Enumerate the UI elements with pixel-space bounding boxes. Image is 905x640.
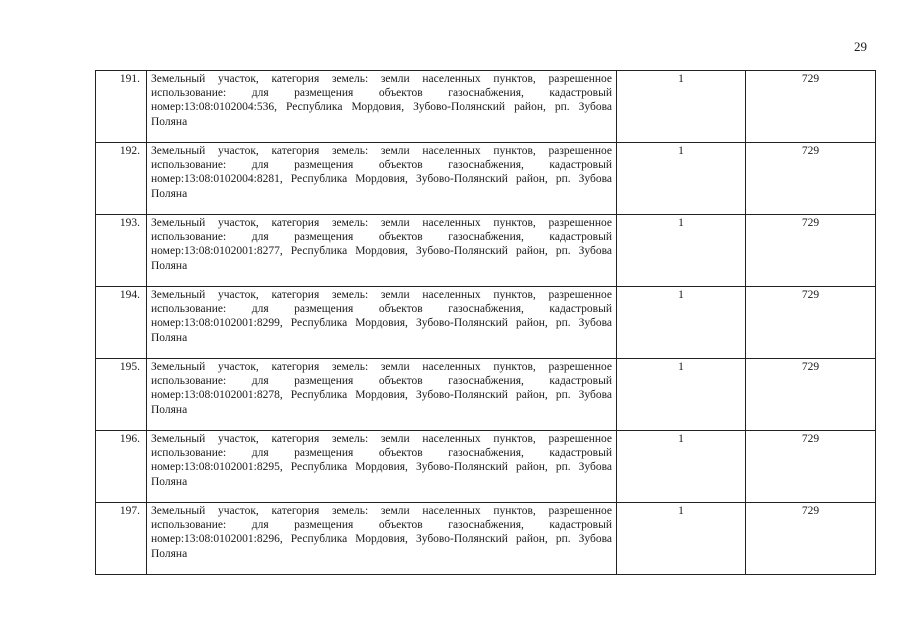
row-number: 191. — [96, 71, 147, 143]
row-value: 729 — [746, 359, 876, 431]
row-value: 729 — [746, 287, 876, 359]
row-value: 729 — [746, 215, 876, 287]
table-row — [96, 71, 876, 143]
row-number: 194. — [96, 287, 147, 359]
row-description: Земельный участок, категория земель: земли населенных пунктов, разрешенное использование: для размещения объектов газоснабжения, кадастровый номер:13:08:0102001:8296, Республика Мордовия, Зубово-Полянский район, рп. Зубова Поляна — [147, 503, 617, 575]
row-quantity: 1 — [617, 71, 746, 143]
row-description: Земельный участок, категория земель: земли населенных пунктов, разрешенное использование: для размещения объектов газоснабжения, кадастровый номер:13:08:0102004:8281, Республика Мордовия, Зубово-Полянский район, рп. Зубова Поляна — [147, 143, 617, 215]
table-row — [96, 503, 876, 575]
row-description: Земельный участок, категория земель: земли населенных пунктов, разрешенное использование: для размещения объектов газоснабжения, кадастровый номер:13:08:0102001:8277, Республика Мордовия, Зубово-Полянский район, рп. Зубова Поляна — [147, 215, 617, 287]
table-row — [96, 431, 876, 503]
row-quantity: 1 — [617, 431, 746, 503]
table-row — [96, 215, 876, 287]
row-description: Земельный участок, категория земель: земли населенных пунктов, разрешенное использование: для размещения объектов газоснабжения, кадастровый номер:13:08:0102001:8299, Республика Мордовия, Зубово-Полянский район, рп. Зубова Поляна — [147, 287, 617, 359]
row-quantity: 1 — [617, 215, 746, 287]
row-quantity: 1 — [617, 287, 746, 359]
row-number: 197. — [96, 503, 147, 575]
row-description: Земельный участок, категория земель: земли населенных пунктов, разрешенное использование: для размещения объектов газоснабжения, кадастровый номер:13:08:0102001:8295, Республика Мордовия, Зубово-Полянский район, рп. Зубова Поляна — [147, 431, 617, 503]
row-quantity: 1 — [617, 143, 746, 215]
row-quantity: 1 — [617, 503, 746, 575]
row-value: 729 — [746, 71, 876, 143]
row-value: 729 — [746, 503, 876, 575]
table-row — [96, 359, 876, 431]
row-number: 193. — [96, 215, 147, 287]
row-description: Земельный участок, категория земель: земли населенных пунктов, разрешенное использование: для размещения объектов газоснабжения, кадастровый номер:13:08:0102001:8278, Республика Мордовия, Зубово-Полянский район, рп. Зубова Поляна — [147, 359, 617, 431]
row-number: 195. — [96, 359, 147, 431]
table-row — [96, 287, 876, 359]
row-number: 196. — [96, 431, 147, 503]
row-value: 729 — [746, 431, 876, 503]
row-number: 192. — [96, 143, 147, 215]
row-quantity: 1 — [617, 359, 746, 431]
row-description: Земельный участок, категория земель: земли населенных пунктов, разрешенное использование: для размещения объектов газоснабжения, кадастровый номер:13:08:0102004:536, Республика Мордовия, Зубово-Полянский район, рп. Зубова Поляна — [147, 71, 617, 143]
row-value: 729 — [746, 143, 876, 215]
table-row — [96, 143, 876, 215]
page-number: 29 — [854, 39, 867, 54]
property-table — [95, 70, 876, 575]
